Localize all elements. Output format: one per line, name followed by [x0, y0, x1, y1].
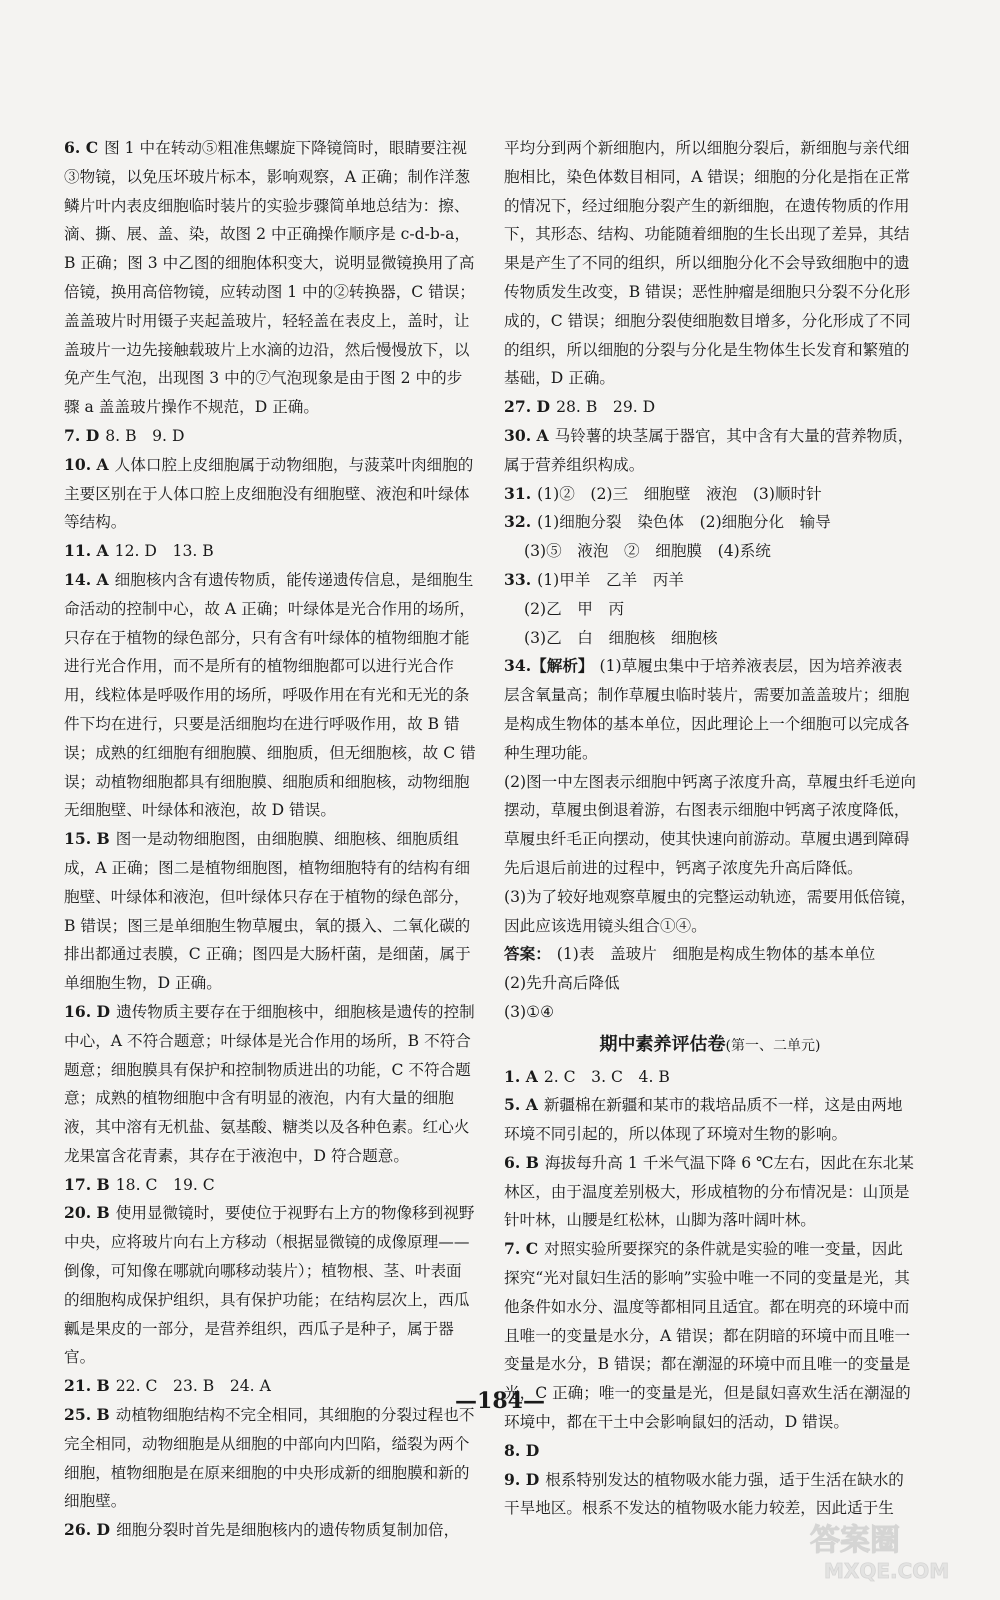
answer-text: 图一是动物细胞图，由细胞膜、细胞核、细胞质组成，A 正确；图二是植物细胞图，植物细胞特有的结构有细胞壁、叶绿体和液泡，但叶绿体只存在于植物的绿色部分，B 错误；图三是单细胞生物草履虫，氧的摄入、二氧化碳的排出都通过表膜，C 正确；图四是大肠杆菌，是细菌，属于单细胞生物，D 正确。 [64, 830, 471, 993]
answer-number: 11. A [64, 541, 109, 561]
answer-text: (1)② (2)三 细胞壁 液泡 (3)顺时针 [537, 484, 822, 503]
answer-number: 1. A [504, 1066, 538, 1086]
answer-item [504, 508, 916, 537]
answer-text: (2)图一中左图表示细胞中钙离子浓度升高，草履虫纤毛逆向摆动，草履虫倒退着游，右图表示细胞中钙离子浓度降低，草履虫纤毛正向摆动，使其快速向前游动。草履虫遇到障碍先后退后前进的过程中，钙离子浓度先升高后降低。 [504, 772, 916, 877]
answer-text: (3)乙 白 细胞核 细胞核 [524, 628, 718, 647]
answer-text: 使用显微镜时，要使位于视野右上方的物像移到视野中央，应将玻片向右上方移动（根据显微镜的成像原理——倒像，可知像在哪就向哪移动装片）；植物根、茎、叶表面的细胞构成保护组织，具有保护功能；在结构层次上，西瓜瓤是果皮的一部分，是营养组织，西瓜子是种子，属于器官。 [64, 1204, 475, 1367]
answer-text: 新疆棉在新疆和某市的栽培品质不一样，这是由两地环境不同引起的，所以体现了环境对生物的影响。 [504, 1096, 903, 1144]
answer-item [504, 595, 916, 624]
answer-item [504, 652, 916, 767]
answer-text: 22. C 23. B 24. A [115, 1377, 271, 1396]
answer-text: 对照实验所要探究的条件就是实验的唯一变量，因此探究“光对鼠妇生活的影响”实验中唯一不同的变量是光，其他条件如水分、温度等都相同且适宜。都在明亮的环境中而且唯一的变量是水分，A 错误；都在阴暗的环境中而且唯一变量是水分，B 错误；都在潮湿的环境中而且唯一的变量是光，C 正确；唯一的变量是光，但是鼠妇喜欢生活在潮湿的环境中，都在干土中会影响鼠妇的活动，D 错误。 [504, 1240, 911, 1432]
answer-item [504, 969, 916, 998]
answer-number: 15. B [64, 829, 110, 849]
answer-number: 33. [504, 569, 532, 589]
answer-number: 6. B [504, 1152, 539, 1172]
svg-text:答案圈: 答案圈 [810, 1523, 900, 1558]
answer-text: (3)①④ [504, 1002, 555, 1021]
answer-item [504, 422, 916, 480]
answer-number: 6. C [64, 138, 99, 157]
answer-text: 2. C 3. C 4. B [543, 1067, 670, 1086]
answer-item [504, 566, 916, 595]
answer-item [504, 768, 916, 883]
answer-number: 27. D [504, 397, 551, 417]
answer-number: 5. A [504, 1095, 538, 1115]
answer-item [504, 883, 916, 941]
answer-item [64, 422, 476, 451]
answer-text: 28. B 29. D [556, 398, 656, 417]
answer-item [504, 134, 916, 393]
answer-number: 14. A [64, 569, 109, 589]
answer-number: 21. B [64, 1376, 110, 1396]
answer-text: (2)先升高后降低 [504, 974, 620, 993]
answer-text: 细胞核内含有遗传物质，能传递遗传信息，是细胞生命活动的控制中心，故 A 正确；叶绿体是光合作用的场所，只存在于植物的绿色部分，只有含有叶绿体的植物细胞才能进行光合作用，而不是所有的植物细胞都可以进行光合作用，线粒体是呼吸作用的场所，呼吸作用在有光和无光的条件下均在进行，只要是活细胞均在进行呼吸作用，故 B 错误；成熟的红细胞有细胞膜、细胞质，但无细胞核，故 C 错误；动植物细胞都具有细胞膜、细胞质和细胞核，动物细胞无细胞壁、叶绿体和液泡，故 D 错误。 [64, 570, 476, 820]
answer-item [504, 1437, 916, 1466]
svg-text:MXQE.COM: MXQE.COM [824, 1559, 950, 1583]
answer-text: 图 1 中在转动⑤粗准焦螺旋下降镜筒时，眼睛要注视③物镜，以免压坏玻片标本，影响观察，A 正确；制作洋葱鳞片叶内表皮细胞临时装片的实验步骤简单地总结为：擦、滴、撕、展、盖、染，故图 2 中正确操作顺序是 c-d-b-a，B 正确；图 3 中乙图的细胞体积变大，说明显微镜换用了高倍镜，换用高倍物镜，应转动图 1 中的②转换器，C 错误；盖盖玻片时用镊子夹起盖玻片，轻轻盖在表皮上，盖时，让盖玻片一边先接触载玻片上水滴的边沿，然后慢慢放下，以免产生气泡，出现图 3 中的⑦气泡现象是由于图 2 中的步骤 a 盖盖玻片操作不规范，D 正确。 [64, 139, 475, 417]
answer-number: 20. B [64, 1203, 110, 1223]
answer-number: 32. [504, 512, 532, 532]
answer-number: 26. D [64, 1520, 111, 1540]
answer-text: (3)⑤ 液泡 ② 细胞膜 (4)系统 [524, 542, 771, 561]
answer-number: 17. B [64, 1174, 110, 1194]
answer-text: (1)甲羊 乙羊 丙羊 [537, 570, 684, 589]
answer-item [64, 1401, 476, 1516]
answer-item [504, 1466, 916, 1524]
answer-item [504, 624, 916, 653]
answer-item [504, 1091, 916, 1149]
answer-text: 人体口腔上皮细胞属于动物细胞，与菠菜叶肉细胞的主要区别在于人体口腔上皮细胞没有细胞壁、液泡和叶绿体等结构。 [64, 455, 474, 532]
answer-number: 答案： [504, 944, 551, 964]
answer-item [504, 998, 916, 1027]
answer-number: 25. B [64, 1405, 110, 1425]
answer-item [504, 537, 916, 566]
answer-item [64, 537, 476, 566]
answer-item [64, 998, 476, 1171]
answer-text: (1)细胞分裂 染色体 (2)细胞分化 输导 [537, 513, 831, 532]
answer-text: 动植物细胞结构不完全相同，其细胞的分裂过程也不完全相同，动物细胞是从细胞的中部向内凹陷，缢裂为两个细胞，植物细胞是在原来细胞的中央形成新的细胞膜和新的细胞壁。 [64, 1406, 475, 1511]
answer-item [64, 134, 476, 422]
right-column [504, 134, 916, 1523]
answer-text: 细胞分裂时首先是细胞核内的遗传物质复制加倍， [116, 1521, 460, 1540]
answer-number: 31. [504, 483, 532, 503]
section-subtitle: (第一、二单元) [725, 1037, 821, 1054]
page-number: —184— [455, 1388, 545, 1414]
answer-text: 18. C 19. C [115, 1175, 215, 1194]
left-column [64, 134, 476, 1545]
answer-item [504, 1063, 916, 1092]
answer-text: (1)草履虫集中于培养液表层，因为培养液表层含氧量高；制作草履虫临时装片，需要加盖盖玻片；细胞是构成生物体的基本单位，因此理论上一个细胞可以完成各种生理功能。 [504, 657, 910, 762]
answer-text: (2)乙 甲 丙 [524, 599, 625, 618]
answer-item [64, 1199, 476, 1372]
answer-item [504, 480, 916, 509]
answer-item [64, 1516, 476, 1545]
answer-number: 10. A [64, 454, 109, 474]
answer-item [504, 940, 916, 969]
answer-text: (1)表 盖玻片 细胞是构成生物体的基本单位 [556, 945, 876, 964]
section-title-text: 期中素养评估卷 [599, 1033, 726, 1055]
answer-number: 8. D [504, 1440, 540, 1460]
answer-text: 根系特别发达的植物吸水能力强，适于生活在缺水的干旱地区。根系不发达的植物吸水能力较差，因此适于生 [504, 1470, 904, 1518]
watermark-logo [800, 1516, 980, 1586]
answer-text: 8. B 9. D [105, 426, 185, 445]
answer-number: 7. D [64, 425, 100, 445]
answer-item [504, 393, 916, 422]
answer-item [504, 1149, 916, 1235]
answer-text: 海拔每升高 1 千米气温下降 6 ℃左右，因此在东北某林区，由于温度差别极大，形成植物的分布情况是：山顶是针叶林，山腰是红松林，山脚为落叶阔叶林。 [504, 1153, 914, 1230]
answer-number: 30. A [504, 425, 549, 445]
answer-text: (3)为了较好地观察草履虫的完整运动轨迹，需要用低倍镜，因此应该选用镜头组合①④。 [504, 887, 916, 935]
answer-text: 12. D 13. B [114, 542, 214, 561]
answer-text: 马铃薯的块茎属于器官，其中含有大量的营养物质，属于营养组织构成。 [504, 426, 914, 474]
section-title [504, 1031, 916, 1061]
answer-item [64, 1171, 476, 1200]
answer-number: 34.【解析】 [504, 656, 594, 676]
answer-number: 9. D [504, 1469, 540, 1489]
answer-number: 7. C [504, 1239, 539, 1259]
answer-item [64, 566, 476, 825]
answer-text: 遗传物质主要存在于细胞核中，细胞核是遗传的控制中心，A 不符合题意；叶绿体是光合作用的场所，B 不符合题意；细胞膜具有保护和控制物质进出的功能，C 不符合题意；成熟的植物细胞中含有明显的液泡，内有大量的细胞液，其中溶有无机盐、氨基酸、糖类以及各种色素。红心火龙果富含花青素，其存在于液泡中，D 符合题意。 [64, 1002, 475, 1165]
answer-number: 16. D [64, 1001, 111, 1021]
answer-item [64, 451, 476, 537]
answer-item [64, 825, 476, 998]
answer-text: 平均分到两个新细胞内，所以细胞分裂后，新细胞与亲代细胞相比，染色体数目相同，A 错误；细胞的分化是指在正常的情况下，经过细胞分裂产生的新细胞，在遗传物质的作用下，其形态、结构、功能随着细胞的生长出现了差异，其结果是产生了不同的组织，所以细胞分化不会导致细胞中的遗传物质发生改变，B 错误；恶性肿瘤是细胞只分裂不分化形成的，C 错误；细胞分裂使细胞数目增多，分化形成了不同的组织，所以细胞的分裂与分化是生物体生长发育和繁殖的基础，D 正确。 [504, 139, 911, 388]
